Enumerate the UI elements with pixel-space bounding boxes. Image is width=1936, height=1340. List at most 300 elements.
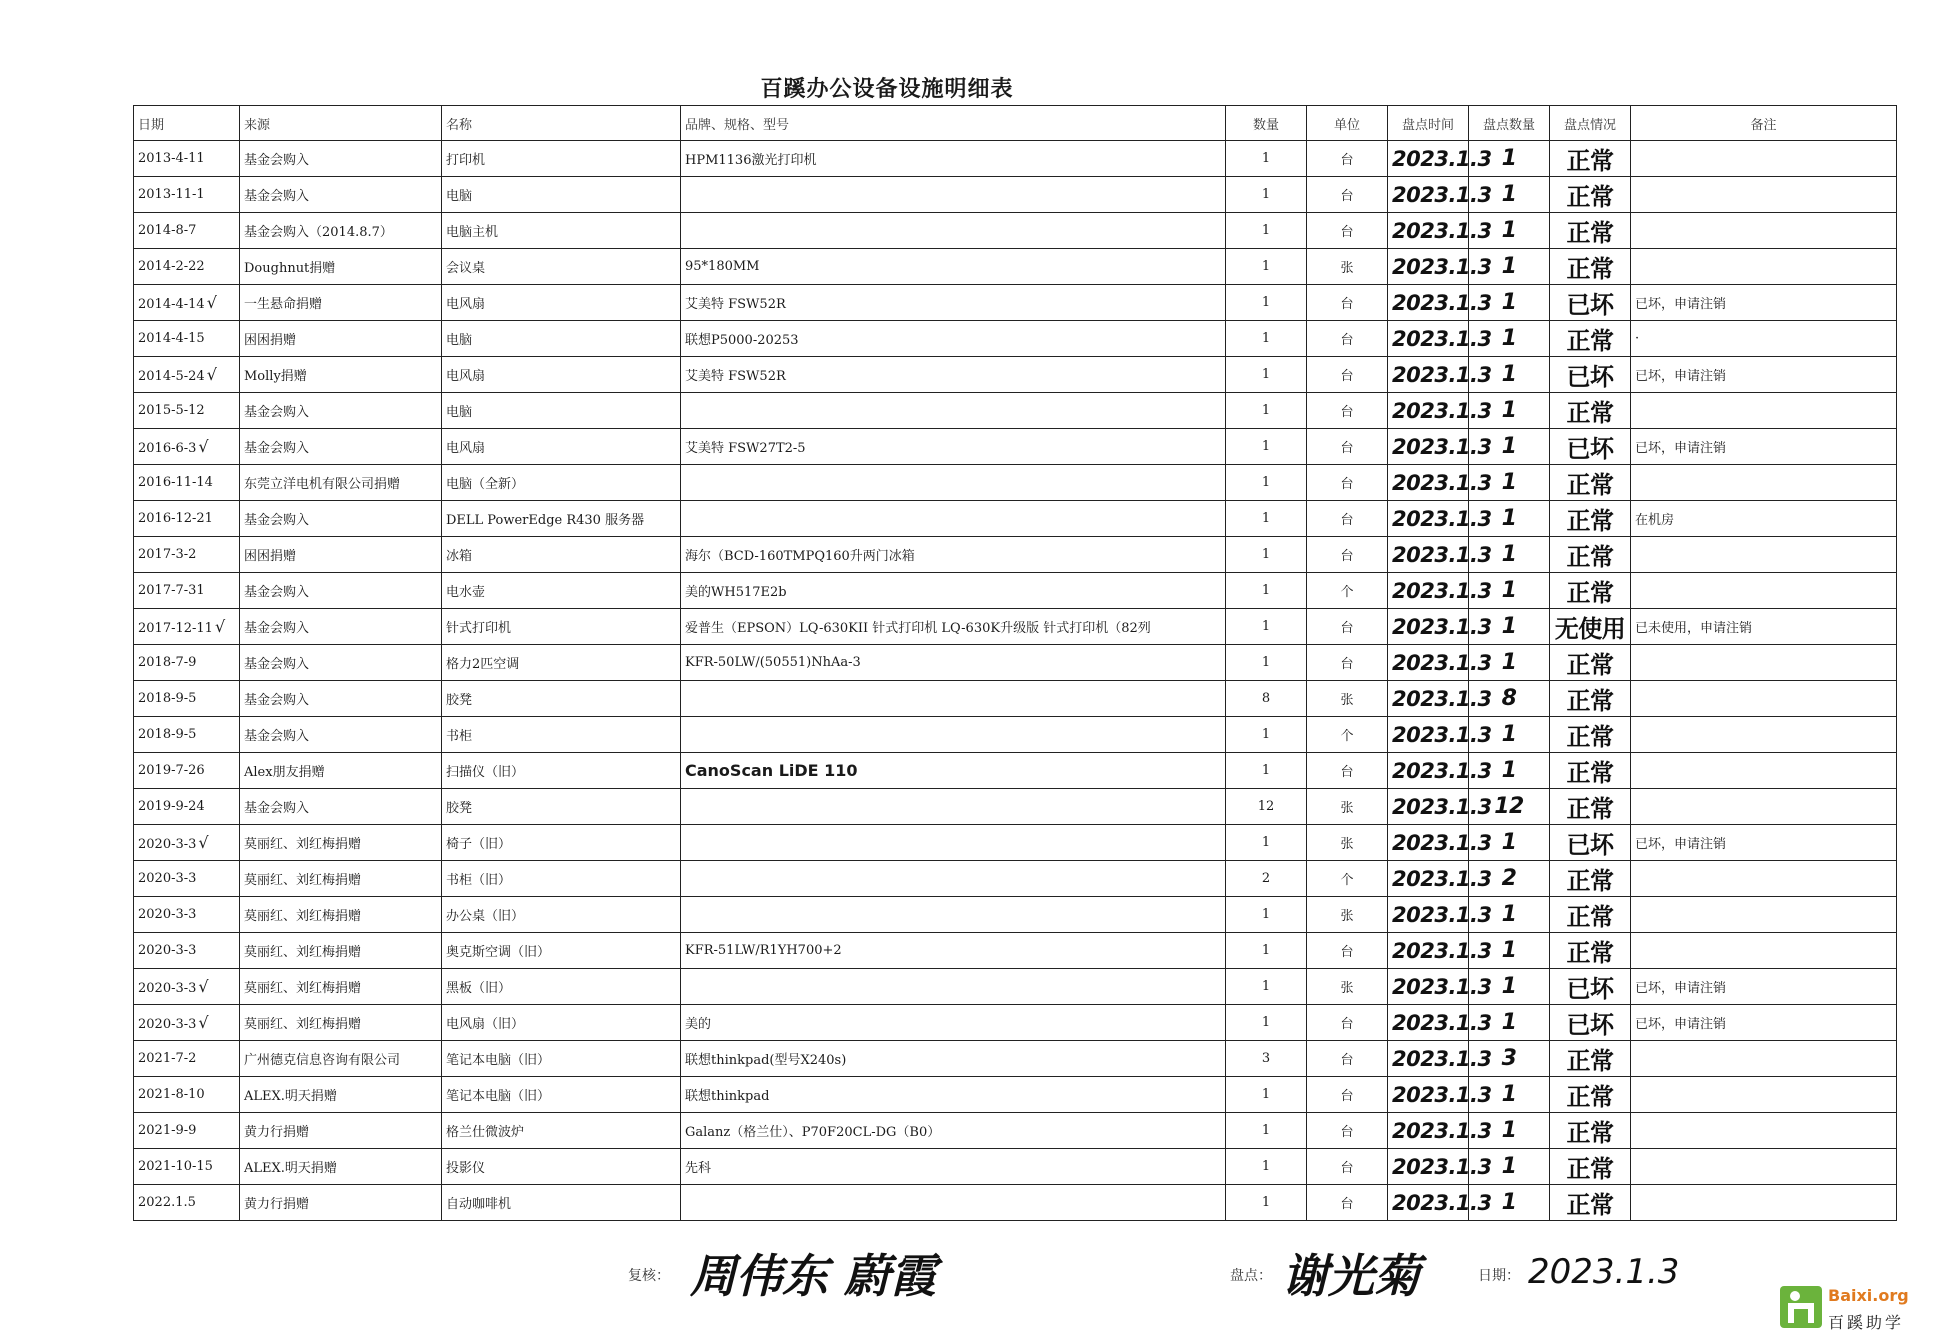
watermark-brand: Baixi.org (1828, 1286, 1909, 1305)
cell-spec: CanoScan LiDE 110 (681, 753, 1226, 789)
table-row (134, 1005, 1897, 1041)
cell-qty: 12 (1226, 789, 1307, 825)
table-row (134, 789, 1897, 825)
cell-inv-date: 2023.1.3 (1388, 177, 1469, 213)
cell-qty: 1 (1226, 393, 1307, 429)
cell-source: 困困捐赠 (240, 537, 442, 573)
cell-qty: 1 (1226, 1185, 1307, 1221)
inventory-signature: 谢光菊 (1282, 1249, 1420, 1303)
cell-note (1631, 933, 1897, 969)
cell-qty: 1 (1226, 897, 1307, 933)
cell-unit: 台 (1307, 1113, 1388, 1149)
cell-note (1631, 645, 1897, 681)
cell-qty: 1 (1226, 249, 1307, 285)
cell-spec (681, 825, 1226, 861)
cell-inv-date: 2023.1.3 (1388, 933, 1469, 969)
cell-qty: 1 (1226, 213, 1307, 249)
cell-status: 已坏 (1550, 357, 1631, 393)
cell-inv-date: 2023.1.3 (1388, 681, 1469, 717)
cell-note (1631, 861, 1897, 897)
cell-status: 正常 (1550, 1185, 1631, 1221)
table-row (134, 1185, 1897, 1221)
cell-source: 基金会购入 (240, 393, 442, 429)
cell-inv-date: 2023.1.3 (1388, 717, 1469, 753)
cell-inv-qty: 1 (1469, 717, 1550, 753)
cell-unit: 台 (1307, 357, 1388, 393)
cell-name: 会议桌 (442, 249, 681, 285)
date-text: 2015-5-12 (138, 403, 205, 418)
watermark-cn: 百蹊助学 (1828, 1313, 1905, 1332)
table-row (134, 753, 1897, 789)
cell-inv-qty: 1 (1469, 357, 1550, 393)
cell-note (1631, 213, 1897, 249)
cell-unit: 台 (1307, 1077, 1388, 1113)
cell-inv-qty: 1 (1469, 897, 1550, 933)
cell-inv-qty: 1 (1469, 429, 1550, 465)
person-figure-icon (1780, 1286, 1822, 1328)
cell-name: 办公桌（旧） (442, 897, 681, 933)
cell-spec: 海尔（BCD-160TMPQ160升两门冰箱 (681, 537, 1226, 573)
cell-date (134, 933, 240, 969)
cell-unit: 台 (1307, 1149, 1388, 1185)
cell-qty: 1 (1226, 357, 1307, 393)
cell-unit: 张 (1307, 969, 1388, 1005)
cell-unit: 台 (1307, 393, 1388, 429)
cell-spec: KFR-50LW/(50551)NhAa-3 (681, 645, 1226, 681)
cell-note (1631, 897, 1897, 933)
cell-inv-qty: 1 (1469, 501, 1550, 537)
cell-inv-qty: 1 (1469, 573, 1550, 609)
cell-name: 胶凳 (442, 789, 681, 825)
date-text: 2020-3-3 (138, 981, 197, 996)
cell-date (134, 213, 240, 249)
table-row (134, 465, 1897, 501)
cell-inv-qty: 1 (1469, 1113, 1550, 1149)
cell-source: 基金会购入 (240, 573, 442, 609)
cell-status: 正常 (1550, 753, 1631, 789)
cell-note (1631, 789, 1897, 825)
cell-status: 正常 (1550, 501, 1631, 537)
cell-status: 正常 (1550, 861, 1631, 897)
cell-note (1631, 141, 1897, 177)
cell-date (134, 969, 240, 1005)
cell-unit: 台 (1307, 177, 1388, 213)
cell-note (1631, 249, 1897, 285)
cell-status: 正常 (1550, 141, 1631, 177)
cell-unit: 台 (1307, 537, 1388, 573)
cell-unit: 张 (1307, 249, 1388, 285)
cell-unit: 台 (1307, 321, 1388, 357)
cell-source: 黄力行捐赠 (240, 1113, 442, 1149)
cell-source: 基金会购入（2014.8.7） (240, 213, 442, 249)
table-row (134, 609, 1897, 645)
cell-qty: 3 (1226, 1041, 1307, 1077)
cell-date (134, 897, 240, 933)
cell-source: 莫丽红、刘红梅捐赠 (240, 825, 442, 861)
cell-qty: 8 (1226, 681, 1307, 717)
cell-name: 自动咖啡机 (442, 1185, 681, 1221)
cell-date (134, 1185, 240, 1221)
date-text: 2018-9-5 (138, 727, 197, 742)
cell-date (134, 1077, 240, 1113)
cell-name: 电风扇（旧） (442, 1005, 681, 1041)
cell-unit: 张 (1307, 897, 1388, 933)
cell-qty: 1 (1226, 1149, 1307, 1185)
cell-date (134, 573, 240, 609)
cell-qty: 1 (1226, 609, 1307, 645)
cell-note (1631, 1041, 1897, 1077)
cell-qty: 1 (1226, 825, 1307, 861)
cell-unit: 台 (1307, 609, 1388, 645)
table-row (134, 933, 1897, 969)
table-row (134, 501, 1897, 537)
cell-date (134, 645, 240, 681)
cell-unit: 台 (1307, 465, 1388, 501)
date-text: 2021-7-2 (138, 1051, 197, 1066)
cell-inv-qty: 1 (1469, 969, 1550, 1005)
cell-unit: 个 (1307, 573, 1388, 609)
cell-qty: 1 (1226, 501, 1307, 537)
cell-note (1631, 573, 1897, 609)
cell-note: 在机房 (1631, 501, 1897, 537)
cell-inv-qty: 1 (1469, 1005, 1550, 1041)
cell-source: Alex朋友捐赠 (240, 753, 442, 789)
cell-note: 已坏，申请注销 (1631, 825, 1897, 861)
cell-status: 正常 (1550, 465, 1631, 501)
header-unit: 单位 (1307, 106, 1388, 141)
cell-qty: 1 (1226, 933, 1307, 969)
date-text: 2016-6-3 (138, 441, 197, 456)
cell-inv-qty: 1 (1469, 141, 1550, 177)
cell-source: 基金会购入 (240, 681, 442, 717)
cell-source: Doughnut捐赠 (240, 249, 442, 285)
cell-note: 已坏，申请注销 (1631, 285, 1897, 321)
table-row (134, 141, 1897, 177)
cell-note: 已坏，申请注销 (1631, 1005, 1897, 1041)
header-status: 盘点情况 (1550, 106, 1631, 141)
cell-source: 一生悬命捐赠 (240, 285, 442, 321)
cell-name: 笔记本电脑（旧） (442, 1077, 681, 1113)
date-text: 2020-3-3 (138, 1017, 197, 1032)
date-text: 2018-7-9 (138, 655, 197, 670)
date-text: 2021-9-9 (138, 1123, 197, 1138)
table-row (134, 1149, 1897, 1185)
checkmark-icon: √ (206, 365, 217, 384)
cell-inv-qty: 1 (1469, 609, 1550, 645)
cell-name: 电脑（全新） (442, 465, 681, 501)
table-row (134, 717, 1897, 753)
cell-source: 基金会购入 (240, 717, 442, 753)
cell-inv-date: 2023.1.3 (1388, 609, 1469, 645)
table-row (134, 1077, 1897, 1113)
cell-spec (681, 393, 1226, 429)
cell-qty: 1 (1226, 573, 1307, 609)
cell-spec (681, 789, 1226, 825)
cell-name: 椅子（旧） (442, 825, 681, 861)
cell-inv-qty: 12 (1469, 789, 1550, 825)
cell-inv-qty: 1 (1469, 753, 1550, 789)
header-source: 来源 (240, 106, 442, 141)
date-signature: 2023.1.3 (1528, 1252, 1680, 1292)
cell-source: 基金会购入 (240, 177, 442, 213)
cell-status: 正常 (1550, 1077, 1631, 1113)
cell-date (134, 1149, 240, 1185)
cell-note: 已坏，申请注销 (1631, 357, 1897, 393)
cell-unit: 张 (1307, 789, 1388, 825)
cell-inv-date: 2023.1.3 (1388, 321, 1469, 357)
cell-inv-date: 2023.1.3 (1388, 1149, 1469, 1185)
cell-spec: 艾美特 FSW52R (681, 357, 1226, 393)
cell-date (134, 681, 240, 717)
cell-date (134, 393, 240, 429)
table-row (134, 825, 1897, 861)
cell-name: 冰箱 (442, 537, 681, 573)
cell-status: 正常 (1550, 645, 1631, 681)
cell-status: 正常 (1550, 213, 1631, 249)
cell-status: 已坏 (1550, 825, 1631, 861)
cell-spec (681, 717, 1226, 753)
cell-source: 黄力行捐赠 (240, 1185, 442, 1221)
cell-unit: 台 (1307, 213, 1388, 249)
cell-source: 莫丽红、刘红梅捐赠 (240, 1005, 442, 1041)
cell-status: 正常 (1550, 933, 1631, 969)
cell-inv-qty: 1 (1469, 321, 1550, 357)
cell-spec (681, 897, 1226, 933)
cell-inv-date: 2023.1.3 (1388, 969, 1469, 1005)
cell-qty: 1 (1226, 177, 1307, 213)
table-row (134, 429, 1897, 465)
cell-date (134, 1041, 240, 1077)
cell-source: 基金会购入 (240, 609, 442, 645)
cell-name: 格力2匹空调 (442, 645, 681, 681)
cell-qty: 2 (1226, 861, 1307, 897)
cell-inv-date: 2023.1.3 (1388, 285, 1469, 321)
cell-inv-qty: 1 (1469, 825, 1550, 861)
cell-status: 正常 (1550, 789, 1631, 825)
cell-spec: 美的 (681, 1005, 1226, 1041)
table-header-row (134, 106, 1897, 141)
cell-note (1631, 537, 1897, 573)
cell-inv-qty: 1 (1469, 393, 1550, 429)
cell-status: 正常 (1550, 573, 1631, 609)
cell-unit: 台 (1307, 429, 1388, 465)
cell-inv-qty: 8 (1469, 681, 1550, 717)
cell-unit: 张 (1307, 681, 1388, 717)
cell-note: 已坏，申请注销 (1631, 429, 1897, 465)
cell-source: 基金会购入 (240, 645, 442, 681)
cell-inv-date: 2023.1.3 (1388, 429, 1469, 465)
cell-source: ALEX.明天捐赠 (240, 1149, 442, 1185)
cell-qty: 1 (1226, 285, 1307, 321)
cell-spec: HPM1136激光打印机 (681, 141, 1226, 177)
date-text: 2019-7-26 (138, 763, 205, 778)
cell-inv-date: 2023.1.3 (1388, 465, 1469, 501)
cell-spec: Galanz（格兰仕）、P70F20CL-DG（B0） (681, 1113, 1226, 1149)
cell-inv-date: 2023.1.3 (1388, 537, 1469, 573)
cell-status: 正常 (1550, 897, 1631, 933)
cell-unit: 台 (1307, 933, 1388, 969)
cell-spec (681, 681, 1226, 717)
cell-qty: 1 (1226, 537, 1307, 573)
review-label: 复核： (628, 1268, 670, 1284)
table-row (134, 357, 1897, 393)
cell-unit: 张 (1307, 825, 1388, 861)
date-text: 2017-3-2 (138, 547, 197, 562)
date-text: 2019-9-24 (138, 799, 205, 814)
cell-date (134, 141, 240, 177)
date-text: 2017-7-31 (138, 583, 205, 598)
cell-spec: 美的WH517E2b (681, 573, 1226, 609)
date-text: 2020-3-3 (138, 871, 197, 886)
date-text: 2014-4-15 (138, 331, 205, 346)
cell-source: 困困捐赠 (240, 321, 442, 357)
date-text: 2013-11-1 (138, 187, 205, 202)
cell-spec: KFR-51LW/R1YH700+2 (681, 933, 1226, 969)
cell-note (1631, 681, 1897, 717)
cell-unit: 台 (1307, 501, 1388, 537)
cell-unit: 台 (1307, 1041, 1388, 1077)
cell-spec: 联想thinkpad (681, 1077, 1226, 1113)
cell-inv-date: 2023.1.3 (1388, 897, 1469, 933)
table-row (134, 285, 1897, 321)
cell-spec: 95*180MM (681, 249, 1226, 285)
cell-status: 正常 (1550, 393, 1631, 429)
cell-date (134, 285, 240, 321)
cell-inv-date: 2023.1.3 (1388, 1185, 1469, 1221)
cell-spec: 艾美特 FSW52R (681, 285, 1226, 321)
cell-name: 投影仪 (442, 1149, 681, 1185)
table-row (134, 249, 1897, 285)
cell-name: 电风扇 (442, 429, 681, 465)
cell-source: 莫丽红、刘红梅捐赠 (240, 933, 442, 969)
table-row (134, 897, 1897, 933)
table-row (134, 393, 1897, 429)
date-text: 2016-12-21 (138, 511, 213, 526)
cell-qty: 1 (1226, 969, 1307, 1005)
cell-qty: 1 (1226, 1113, 1307, 1149)
date-text: 2016-11-14 (138, 475, 213, 490)
cell-unit: 台 (1307, 141, 1388, 177)
equipment-table (133, 105, 1897, 1221)
cell-status: 无使用 (1550, 609, 1631, 645)
cell-inv-date: 2023.1.3 (1388, 213, 1469, 249)
table-row (134, 537, 1897, 573)
cell-unit: 台 (1307, 753, 1388, 789)
table-row (134, 1041, 1897, 1077)
cell-name: 书柜（旧） (442, 861, 681, 897)
checkmark-icon: √ (198, 833, 209, 852)
cell-inv-qty: 1 (1469, 213, 1550, 249)
cell-source: 基金会购入 (240, 501, 442, 537)
cell-name: 奥克斯空调（旧） (442, 933, 681, 969)
cell-spec (681, 465, 1226, 501)
cell-inv-date: 2023.1.3 (1388, 1005, 1469, 1041)
cell-unit: 台 (1307, 1185, 1388, 1221)
cell-spec (681, 861, 1226, 897)
date-text: 2014-8-7 (138, 223, 197, 238)
cell-date (134, 537, 240, 573)
cell-spec: 艾美特 FSW27T2-5 (681, 429, 1226, 465)
date-text: 2018-9-5 (138, 691, 197, 706)
cell-inv-date: 2023.1.3 (1388, 789, 1469, 825)
cell-status: 正常 (1550, 1041, 1631, 1077)
cell-note (1631, 1149, 1897, 1185)
inventory-label: 盘点： (1230, 1268, 1272, 1284)
cell-inv-date: 2023.1.3 (1388, 825, 1469, 861)
cell-spec (681, 1185, 1226, 1221)
cell-inv-date: 2023.1.3 (1388, 645, 1469, 681)
cell-qty: 1 (1226, 1077, 1307, 1113)
cell-qty: 1 (1226, 321, 1307, 357)
date-text: 2014-4-14 (138, 297, 205, 312)
cell-name: 电脑 (442, 393, 681, 429)
date-text: 2014-5-24 (138, 369, 205, 384)
cell-inv-qty: 1 (1469, 1185, 1550, 1221)
cell-note (1631, 177, 1897, 213)
cell-date (134, 465, 240, 501)
cell-name: 笔记本电脑（旧） (442, 1041, 681, 1077)
cell-name: 扫描仪（旧） (442, 753, 681, 789)
cell-spec: 先科 (681, 1149, 1226, 1185)
cell-source: ALEX.明天捐赠 (240, 1077, 442, 1113)
table-row (134, 645, 1897, 681)
cell-source: 莫丽红、刘红梅捐赠 (240, 969, 442, 1005)
cell-date (134, 1005, 240, 1041)
cell-name: 针式打印机 (442, 609, 681, 645)
date-text: 2020-3-3 (138, 837, 197, 852)
cell-name: 电脑主机 (442, 213, 681, 249)
cell-source: 莫丽红、刘红梅捐赠 (240, 897, 442, 933)
table-row (134, 969, 1897, 1005)
cell-status: 已坏 (1550, 285, 1631, 321)
cell-spec (681, 213, 1226, 249)
cell-qty: 1 (1226, 717, 1307, 753)
cell-inv-qty: 1 (1469, 1077, 1550, 1113)
cell-status: 已坏 (1550, 1005, 1631, 1041)
checkmark-icon: √ (198, 977, 209, 996)
cell-spec (681, 501, 1226, 537)
cell-date (134, 753, 240, 789)
cell-source: 基金会购入 (240, 789, 442, 825)
cell-unit: 个 (1307, 861, 1388, 897)
cell-name: 黑板（旧） (442, 969, 681, 1005)
cell-status: 已坏 (1550, 969, 1631, 1005)
cell-name: 电脑 (442, 177, 681, 213)
cell-source: Molly捐赠 (240, 357, 442, 393)
cell-inv-qty: 1 (1469, 177, 1550, 213)
date-text: 2014-2-22 (138, 259, 205, 274)
cell-inv-qty: 1 (1469, 933, 1550, 969)
cell-status: 正常 (1550, 1149, 1631, 1185)
cell-inv-date: 2023.1.3 (1388, 861, 1469, 897)
cell-date (134, 429, 240, 465)
cell-inv-qty: 2 (1469, 861, 1550, 897)
date-label: 日期： (1478, 1268, 1520, 1284)
cell-spec: 联想thinkpad(型号X240s) (681, 1041, 1226, 1077)
header-spec: 品牌、规格、型号 (681, 106, 1226, 141)
cell-unit: 台 (1307, 645, 1388, 681)
cell-qty: 1 (1226, 645, 1307, 681)
cell-inv-date: 2023.1.3 (1388, 753, 1469, 789)
cell-spec: 爱普生（EPSON）LQ-630KII 针式打印机 LQ-630K升级版 针式打印机（82列 (681, 609, 1226, 645)
date-text: 2020-3-3 (138, 907, 197, 922)
cell-name: 打印机 (442, 141, 681, 177)
cell-source: 基金会购入 (240, 429, 442, 465)
cell-inv-date: 2023.1.3 (1388, 393, 1469, 429)
date-text: 2020-3-3 (138, 943, 197, 958)
table-row (134, 321, 1897, 357)
cell-inv-date: 2023.1.3 (1388, 573, 1469, 609)
